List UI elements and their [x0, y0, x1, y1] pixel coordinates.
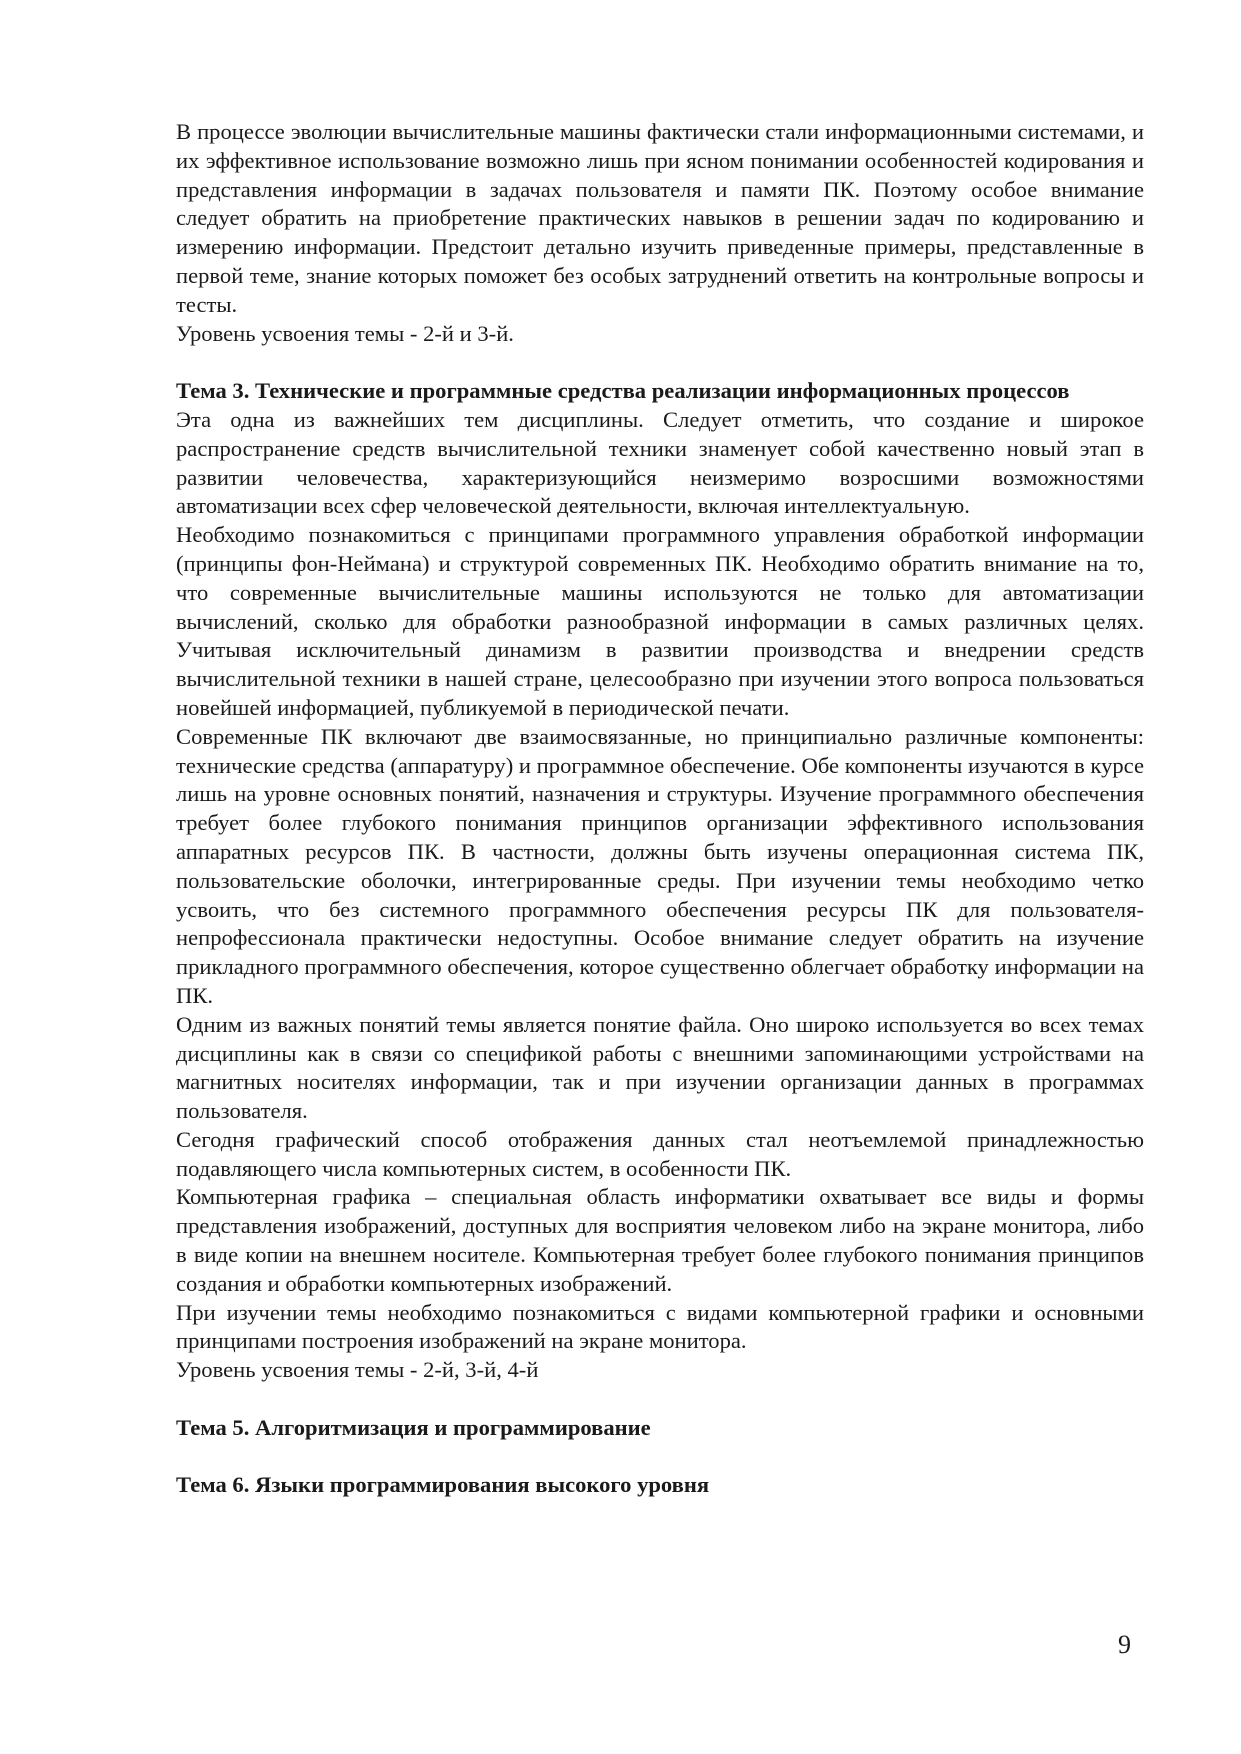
spacer: [176, 348, 1144, 377]
topic-3-paragraph: Эта одна из важнейших тем дисциплины. Следует отметить, что создание и широкое распространение средств вычислительной техники знаменует собой качественно новый этап в развитии человечества, характеризующийся неизмеримо возросшими возможностями автоматизации всех сфер человеческой деятельности, включая интеллектуальную.: [176, 406, 1144, 519]
topic-3-heading: Тема 3. Технические и программные средства реализации информационных процессов: [176, 378, 1070, 404]
page-number: 9: [1118, 1630, 1131, 1659]
topic-3-paragraph: Компьютерная графика – специальная область информатики охватывает все виды и формы представления изображений, доступных для восприятия человеком либо на экране монитора, либо в виде копии на внешнем носителе. Компьютерная требует более глубокого понимания принципов создания и обработки компьютерных изображений.: [176, 1184, 1144, 1296]
page-content: [176, 118, 1144, 1500]
topic-3-mastery-level: Уровень усвоения темы - 2-й, 3-й, 4-й: [176, 1357, 539, 1383]
topic-5-heading: Тема 5. Алгоритмизация и программирование: [176, 1414, 651, 1440]
topic-3-paragraph: Необходимо познакомиться с принципами программного управления обработкой информации (принципы фон-Неймана) и структурой современных ПК. Необходимо обратить внимание на то, что современные вычислительные машины используются не только для автоматизации вычислений, сколько для обработки разнообразной информации в самых различных целях. Учитывая исключительный динамизм в развитии производства и внедрении средств вычислительной техники в нашей стране, целесообразно при изучении этого вопроса пользоваться новейшей информацией, публикуемой в периодической печати.: [176, 522, 1144, 720]
topic-3-paragraph: Одним из важных понятий темы является понятие файла. Оно широко используется во всех темах дисциплины как в связи со спецификой работы с внешними запоминающими устройствами на магнитных носителях информации, так и при изучении организации данных в программах пользователя.: [176, 1011, 1144, 1124]
topic-3-paragraph: Современные ПК включают две взаимосвязанные, но принципиально различные компоненты: технические средства (аппаратуру) и программное обеспечение. Обе компоненты изучаются в курсе лишь на уровне основных понятий, назначения и структуры. Изучение программного обеспечения требует более глубокого понимания принципов организации эффективного использования аппаратных ресурсов ПК. В частности, должны быть изучены операционная система ПК, пользовательские оболочки, интегрированные среды. При изучении темы необходимо четко усвоить, что без системного программного обеспечения ресурсы ПК для пользователя-непрофессионала практически недоступны. Особое внимание следует обратить на изучение прикладного программного обеспечения, которое существенно облегчает обработку информации на ПК.: [176, 723, 1144, 1008]
intro-mastery-level: Уровень усвоения темы - 2-й и 3-й.: [176, 320, 514, 346]
topic-3-paragraph: Сегодня графический способ отображения данных стал неотъемлемой принадлежностью подавляющего числа компьютерных систем, в особенности ПК.: [176, 1126, 1144, 1181]
topic-3-paragraph: При изучении темы необходимо познакомиться с видами компьютерной графики и основными принципами построения изображений на экране монитора.: [176, 1299, 1144, 1354]
intro-paragraph: В процессе эволюции вычислительные машины фактически стали информационными системами, и их эффективное использование возможно лишь при ясном понимании особенностей кодирования и представления информации в задачах пользователя и памяти ПК. Поэтому особое внимание следует обратить на приобретение практических навыков в решении задач по кодированию и измерению информации. Предстоит детально изучить приведенные примеры, представленные в первой теме, знание которых поможет без особых затруднений ответить на контрольные вопросы и тесты.: [176, 119, 1144, 317]
spacer: [176, 1443, 1144, 1472]
spacer: [176, 1385, 1144, 1414]
topic-6-heading: Тема 6. Языки программирования высокого уровня: [176, 1472, 710, 1498]
